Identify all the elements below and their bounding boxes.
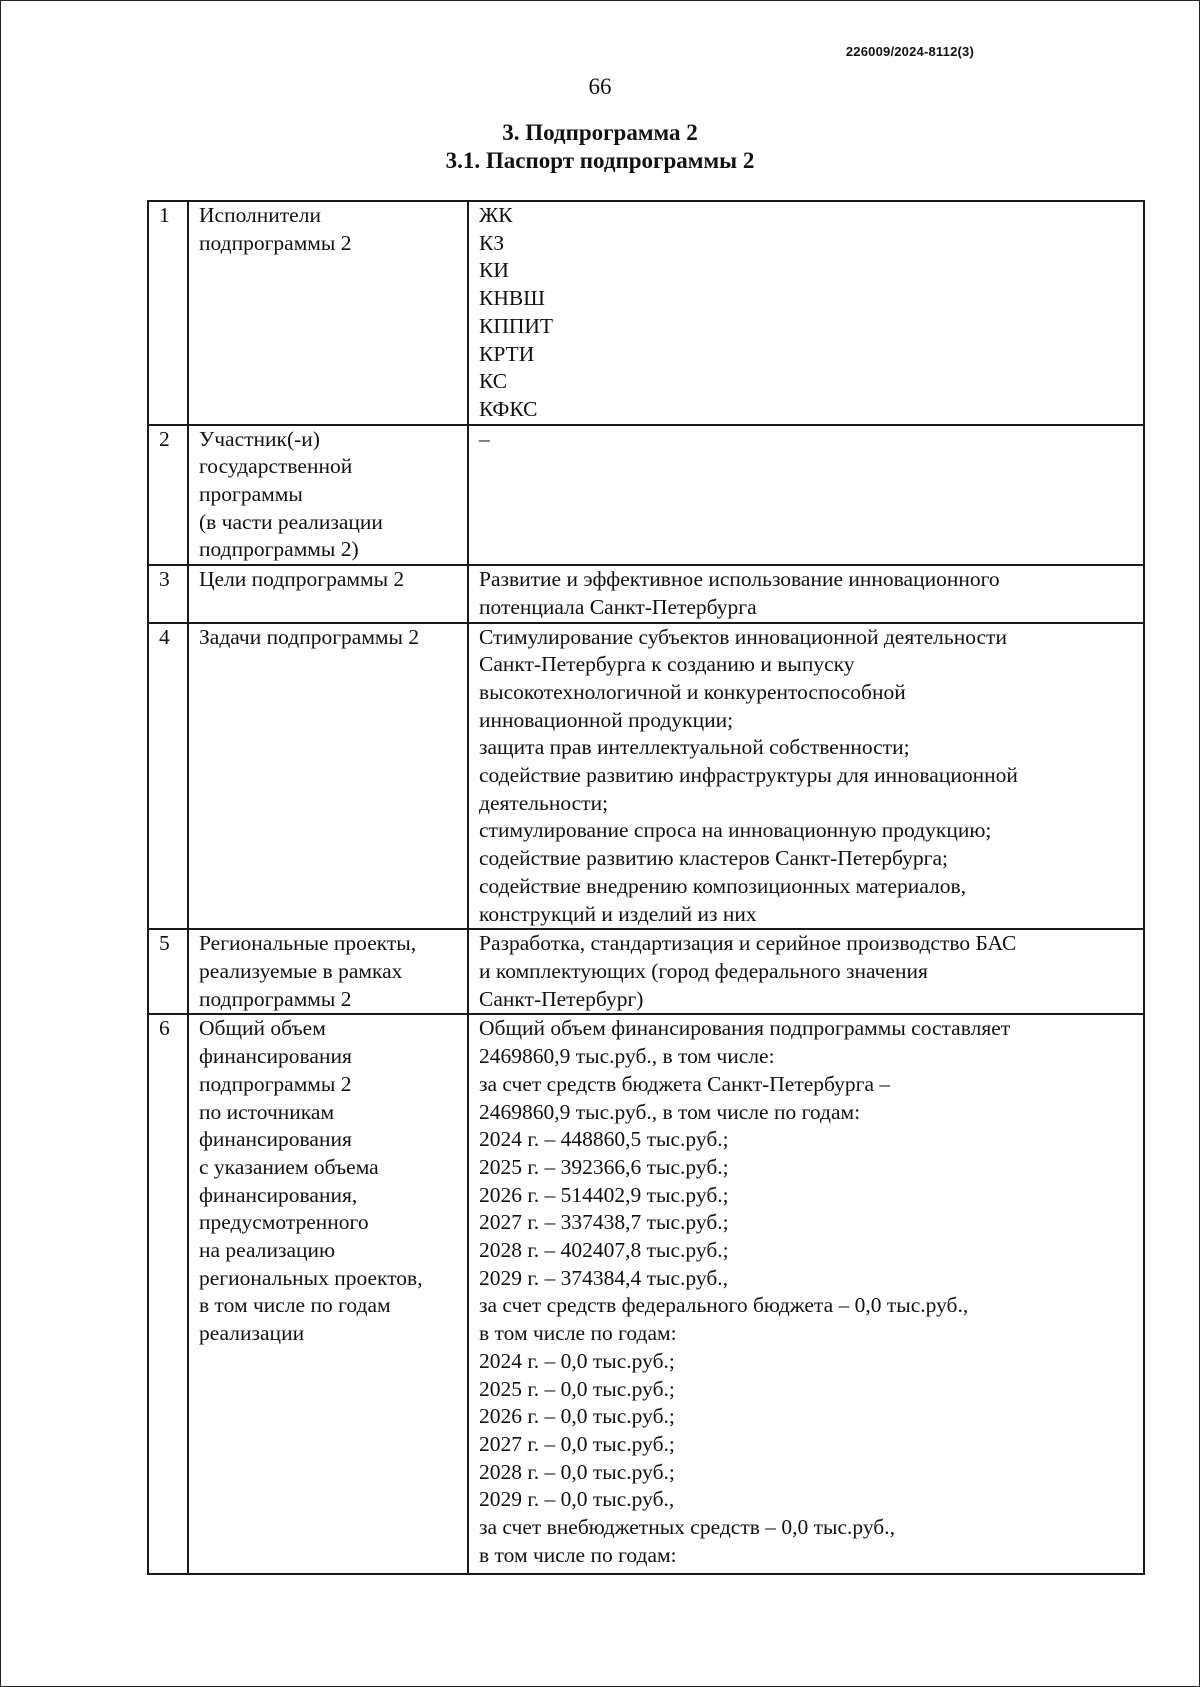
row-value-line: Развитие и эффективное использование инновационного — [479, 567, 1000, 592]
row-value-line: в том числе по годам: — [479, 1542, 677, 1567]
document-number: 226009/2024-8112(3) — [845, 44, 974, 59]
row-label-line: финансирования, — [199, 1182, 358, 1207]
row-number: 2 — [159, 426, 170, 451]
row-number-cell — [148, 929, 188, 1014]
row-value-line: 2029 г. – 374384,4 тыс.руб., — [479, 1265, 729, 1290]
row-value-line: инновационной продукции; — [479, 707, 734, 732]
row-value-line: 2025 г. – 392366,6 тыс.руб.; — [479, 1154, 729, 1179]
row-number-cell — [148, 201, 188, 425]
row-value-line: 2029 г. – 0,0 тыс.руб., — [479, 1487, 675, 1512]
row-value-line: КППИТ — [479, 313, 554, 338]
table-row — [148, 929, 1144, 1014]
row-value-cell — [468, 201, 1144, 425]
row-value-line: за счет средств федерального бюджета – 0,0 тыс.руб., — [479, 1293, 969, 1318]
row-label-cell — [188, 929, 468, 1014]
row-label-line: (в части реализации — [199, 509, 383, 534]
row-number: 3 — [159, 567, 170, 592]
row-label-line: программы — [199, 482, 303, 507]
row-number: 1 — [159, 203, 170, 227]
row-number-cell — [148, 623, 188, 930]
table-row — [148, 623, 1144, 930]
passport-table — [147, 200, 1145, 1575]
row-number-cell — [148, 1014, 188, 1574]
row-label-cell — [188, 201, 468, 425]
row-label-line: Участник(-и) — [199, 426, 320, 451]
row-number: 6 — [159, 1016, 170, 1041]
row-label-line: подпрограммы 2 — [199, 230, 352, 255]
row-label-line: с указанием объема — [199, 1154, 379, 1179]
row-value-line: Санкт-Петербург) — [479, 986, 644, 1011]
table-row — [148, 565, 1144, 622]
row-value-line: – — [479, 426, 490, 451]
row-label-line: подпрограммы 2 — [199, 1071, 352, 1096]
section-title: 3. Подпрограмма 2 — [502, 120, 698, 145]
page-number: 66 — [588, 74, 612, 99]
table-row — [148, 1014, 1144, 1574]
row-value-line: конструкций и изделий из них — [479, 901, 757, 926]
row-value-line: за счет внебюджетных средств – 0,0 тыс.руб., — [479, 1515, 895, 1540]
row-value-line: в том числе по годам: — [479, 1321, 677, 1346]
row-label-line: Цели подпрограммы 2 — [199, 567, 405, 592]
row-value-line: КФКС — [479, 396, 538, 421]
row-number-cell — [148, 565, 188, 622]
row-value-cell — [468, 623, 1144, 930]
row-label-line: государственной — [199, 454, 353, 479]
row-value-line: Разработка, стандартизация и серийное производство БАС — [479, 931, 1017, 956]
row-label-line: Задачи подпрограммы 2 — [199, 624, 420, 649]
row-value-line: за счет средств бюджета Санкт-Петербурга – — [479, 1071, 891, 1096]
subsection-title: 3.1. Паспорт подпрограммы 2 — [445, 148, 755, 173]
row-label-line: Исполнители — [199, 203, 321, 227]
row-value-line: и комплектующих (город федерального значения — [479, 958, 928, 983]
row-label-line: реализуемые в рамках — [199, 958, 403, 983]
row-value-line: 2028 г. – 402407,8 тыс.руб.; — [479, 1238, 729, 1263]
row-number: 4 — [159, 624, 170, 649]
row-value-line: потенциала Санкт-Петербурга — [479, 594, 757, 619]
row-label-line: финансирования — [199, 1044, 352, 1069]
row-value-cell — [468, 1014, 1144, 1574]
row-label-line: предусмотренного — [199, 1210, 369, 1235]
row-value-line: деятельности; — [479, 790, 609, 815]
row-label-line: финансирования — [199, 1127, 352, 1152]
row-value-line: 2025 г. – 0,0 тыс.руб.; — [479, 1376, 675, 1401]
row-value-line: содействие развитию инфраструктуры для инновационной — [479, 763, 1018, 788]
row-label-line: в том числе по годам — [199, 1293, 391, 1318]
row-value-line: КЗ — [479, 230, 505, 255]
row-label-line: региональных проектов, — [199, 1265, 423, 1290]
row-label-line: реализации — [199, 1321, 305, 1346]
row-label-line: на реализацию — [199, 1238, 336, 1263]
row-label-cell — [188, 623, 468, 930]
row-value-line: 2469860,9 тыс.руб., в том числе по годам: — [479, 1099, 861, 1124]
row-label-cell — [188, 425, 468, 566]
row-label-line: Общий объем — [199, 1016, 326, 1041]
row-value-line: Санкт-Петербурга к созданию и выпуску — [479, 652, 855, 677]
row-value-line: 2027 г. – 0,0 тыс.руб.; — [479, 1431, 675, 1456]
row-value-line: защита прав интеллектуальной собственности; — [479, 735, 910, 760]
row-value-line: КРТИ — [479, 341, 535, 366]
row-value-line: 2024 г. – 448860,5 тыс.руб.; — [479, 1127, 729, 1152]
row-value-line: содействие развитию кластеров Санкт-Петербурга; — [479, 846, 949, 871]
row-value-line: стимулирование спроса на инновационную продукцию; — [479, 818, 992, 843]
row-value-line: высокотехнологичной и конкурентоспособной — [479, 679, 906, 704]
row-value-line: КС — [479, 369, 508, 394]
row-value-cell — [468, 929, 1144, 1014]
passport-table-body — [148, 201, 1144, 1574]
row-value-cell — [468, 565, 1144, 622]
row-value-line: 2027 г. – 337438,7 тыс.руб.; — [479, 1210, 729, 1235]
row-value-line: содействие внедрению композиционных материалов, — [479, 873, 967, 898]
row-value-line: ЖК — [479, 203, 513, 227]
table-row — [148, 425, 1144, 566]
row-value-line: 2026 г. – 0,0 тыс.руб.; — [479, 1404, 675, 1429]
row-label-cell — [188, 1014, 468, 1574]
row-value-cell — [468, 425, 1144, 566]
row-value-line: Стимулирование субъектов инновационной деятельности — [479, 624, 1007, 649]
row-value-line: КНВШ — [479, 286, 545, 311]
row-label-cell — [188, 565, 468, 622]
row-value-line: 2024 г. – 0,0 тыс.руб.; — [479, 1348, 675, 1373]
row-value-line: КИ — [479, 258, 509, 283]
row-value-line: 2028 г. – 0,0 тыс.руб.; — [479, 1459, 675, 1484]
row-number-cell — [148, 425, 188, 566]
row-label-line: подпрограммы 2 — [199, 986, 352, 1011]
row-label-line: по источникам — [199, 1099, 335, 1124]
row-number: 5 — [159, 931, 170, 956]
row-label-line: Региональные проекты, — [199, 931, 417, 956]
row-value-line: Общий объем финансирования подпрограммы составляет — [479, 1016, 1011, 1041]
row-value-line: 2026 г. – 514402,9 тыс.руб.; — [479, 1182, 729, 1207]
row-label-line: подпрограммы 2) — [199, 537, 359, 562]
table-row — [148, 201, 1144, 425]
row-value-line: 2469860,9 тыс.руб., в том числе: — [479, 1044, 775, 1069]
